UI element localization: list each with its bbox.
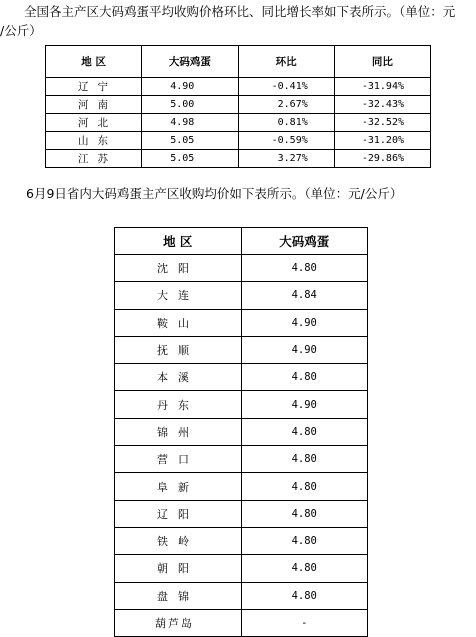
table-row <box>115 500 368 527</box>
table-row <box>115 282 368 309</box>
mom-cell: 0.81% <box>238 114 334 132</box>
price-cell: 4.80 <box>241 527 368 554</box>
price-cell: 4.80 <box>241 255 368 282</box>
city-cell: 抚顺 <box>115 336 242 363</box>
price-cell: 4.80 <box>241 446 368 473</box>
header-yoy: 同比 <box>334 46 430 78</box>
table-row <box>115 609 368 636</box>
intro-line-1: 全国各主产区大码鸡蛋平均收购价格环比、同比增长率如下表所示。（单位：元 <box>24 4 456 19</box>
table-row <box>46 96 431 114</box>
city-cell: 盘锦 <box>115 582 242 609</box>
city-cell: 沈阳 <box>115 255 242 282</box>
price-cell: 4.90 <box>241 391 368 418</box>
table-row <box>115 582 368 609</box>
table-row <box>115 527 368 554</box>
city-cell: 鞍山 <box>115 309 242 336</box>
table-row <box>115 555 368 582</box>
price-cell: 4.90 <box>241 309 368 336</box>
city-cell: 铁岭 <box>115 527 242 554</box>
city-cell: 辽阳 <box>115 500 242 527</box>
table-row <box>115 255 368 282</box>
price-cell: - <box>241 609 368 636</box>
city-cell: 本溪 <box>115 364 242 391</box>
yoy-cell: -32.43% <box>334 96 430 114</box>
price-cell: 4.90 <box>241 336 368 363</box>
city-cell: 丹东 <box>115 391 242 418</box>
mom-cell: -0.59% <box>238 132 334 150</box>
table-row <box>115 391 368 418</box>
yoy-cell: -31.94% <box>334 78 430 96</box>
header-region: 地 区 <box>46 46 142 78</box>
intro-paragraph-2: 6月9日省内大码鸡蛋主产区收购均价如下表所示。（单位：元/公斤） <box>26 186 403 201</box>
table-header-row <box>115 228 368 255</box>
city-cell: 阜新 <box>115 473 242 500</box>
mom-cell: 3.27% <box>238 150 334 168</box>
yoy-cell: -29.86% <box>334 150 430 168</box>
table-row <box>115 418 368 445</box>
price-cell: 5.00 <box>142 96 238 114</box>
region-cell: 河南 <box>46 96 142 114</box>
province-price-table <box>114 227 368 637</box>
table-row <box>115 309 368 336</box>
region-cell: 江苏 <box>46 150 142 168</box>
yoy-cell: -31.20% <box>334 132 430 150</box>
city-cell: 大连 <box>115 282 242 309</box>
header-large-egg: 大码鸡蛋 <box>142 46 238 78</box>
region-cell: 辽宁 <box>46 78 142 96</box>
intro-line-2: /公斤） <box>0 23 42 38</box>
region-cell: 山东 <box>46 132 142 150</box>
header-region: 地 区 <box>115 228 242 255</box>
yoy-cell: -32.52% <box>334 114 430 132</box>
table-row <box>46 78 431 96</box>
table-row <box>115 446 368 473</box>
table-row <box>115 364 368 391</box>
city-cell: 锦州 <box>115 418 242 445</box>
mom-cell: 2.67% <box>238 96 334 114</box>
price-cell: 5.05 <box>142 150 238 168</box>
region-cell: 河北 <box>46 114 142 132</box>
price-cell: 4.80 <box>241 418 368 445</box>
table-row <box>115 336 368 363</box>
city-cell: 营口 <box>115 446 242 473</box>
intro-paragraph <box>0 2 476 40</box>
price-cell: 4.98 <box>142 114 238 132</box>
city-cell: 朝阳 <box>115 555 242 582</box>
price-cell: 4.80 <box>241 473 368 500</box>
table-row <box>46 150 431 168</box>
price-cell: 4.80 <box>241 555 368 582</box>
table-row <box>46 114 431 132</box>
price-cell: 4.80 <box>241 582 368 609</box>
price-cell: 5.05 <box>142 132 238 150</box>
city-cell: 葫芦岛 <box>115 609 242 636</box>
price-cell: 4.90 <box>142 78 238 96</box>
regional-price-table <box>45 45 431 168</box>
table-header-row <box>46 46 431 78</box>
price-cell: 4.84 <box>241 282 368 309</box>
header-large-egg: 大码鸡蛋 <box>241 228 368 255</box>
header-mom: 环比 <box>238 46 334 78</box>
price-cell: 4.80 <box>241 500 368 527</box>
mom-cell: -0.41% <box>238 78 334 96</box>
table-row <box>46 132 431 150</box>
price-cell: 4.80 <box>241 364 368 391</box>
table-row <box>115 473 368 500</box>
